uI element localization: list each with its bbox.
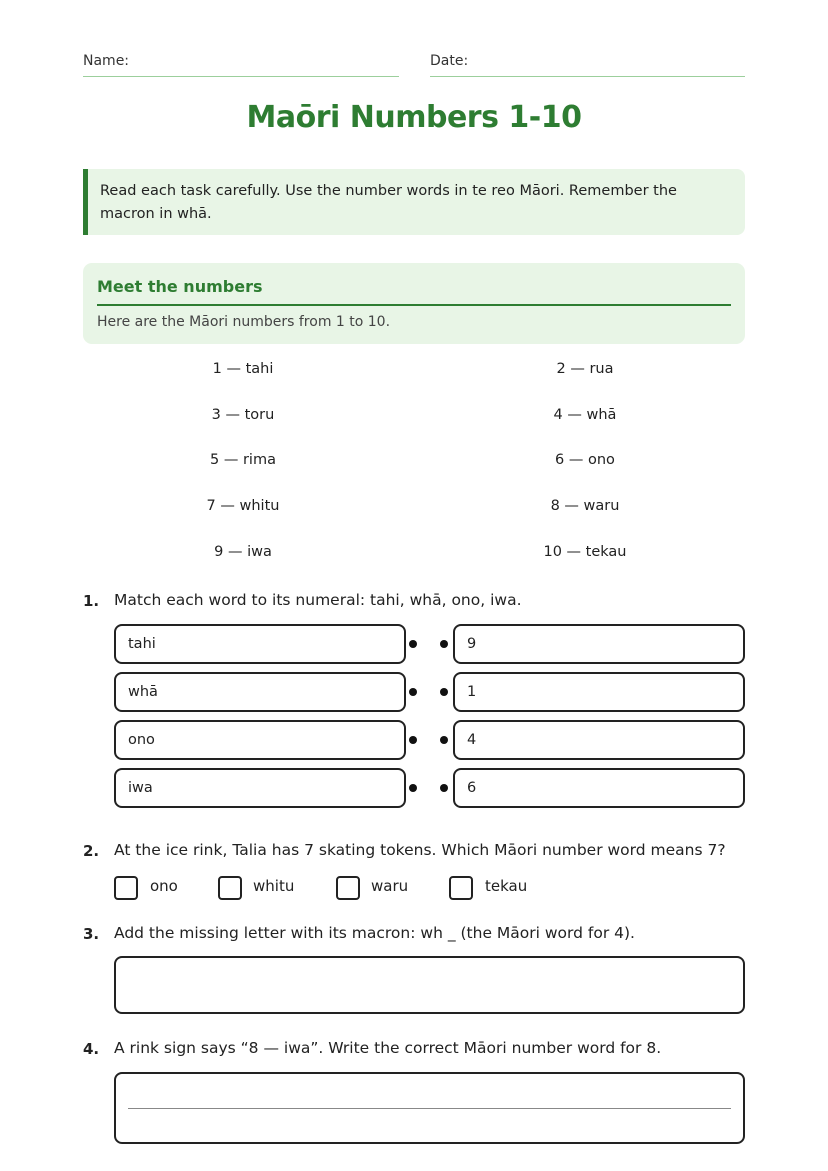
name-line[interactable] (83, 76, 399, 77)
date-label: Date: (430, 53, 469, 69)
answer-writing-line (128, 1108, 731, 1109)
answer-box-q3[interactable] (114, 956, 745, 1014)
match-word-tahi[interactable]: tahi (114, 624, 406, 664)
match-dot-left[interactable] (409, 784, 417, 792)
question-1-number: 1. (83, 592, 100, 610)
option-label-whitu: whitu (253, 877, 295, 895)
number-pair: 6 — ono (555, 452, 615, 468)
option-label-waru: waru (371, 877, 409, 895)
date-line[interactable] (430, 76, 745, 77)
match-word-iwa[interactable]: iwa (114, 768, 406, 808)
match-dot-left[interactable] (409, 736, 417, 744)
number-pair: 1 — tahi (212, 361, 274, 377)
match-dot-right[interactable] (440, 640, 448, 648)
instructions-box (83, 169, 745, 235)
answer-box-q4[interactable] (114, 1072, 745, 1144)
match-numeral[interactable]: 4 (453, 720, 745, 760)
match-numeral[interactable]: 9 (453, 624, 745, 664)
match-numeral[interactable]: 6 (453, 768, 745, 808)
match-dot-right[interactable] (440, 736, 448, 744)
option-checkbox-ono[interactable] (114, 876, 138, 900)
meet-the-numbers-box (83, 263, 745, 344)
number-pair: 4 — whā (553, 407, 617, 423)
name-label: Name: (83, 53, 130, 69)
number-pair: 8 — waru (550, 498, 620, 514)
question-4-text: A rink sign says “8 — iwa”. Write the correct Māori number word for 8. (114, 1039, 662, 1057)
question-4-number: 4. (83, 1040, 100, 1058)
match-numeral[interactable]: 1 (453, 672, 745, 712)
meet-subtitle: Here are the Māori numbers from 1 to 10. (97, 314, 391, 330)
question-2-number: 2. (83, 842, 100, 860)
number-pair: 5 — rima (210, 452, 276, 468)
match-dot-left[interactable] (409, 640, 417, 648)
instructions-text: Read each task carefully. Use the number words in te reo Māori. Remember the macron in whā. (100, 183, 677, 222)
option-label-tekau: tekau (485, 877, 528, 895)
number-pair: 10 — tekau (543, 544, 627, 560)
question-2-text: At the ice rink, Talia has 7 skating tokens. Which Māori number word means 7? (114, 841, 726, 859)
match-dot-left[interactable] (409, 688, 417, 696)
question-3-text: Add the missing letter with its macron: wh _ (the Māori word for 4). (114, 924, 635, 942)
option-label-ono: ono (150, 877, 178, 895)
number-pair: 7 — whitu (206, 498, 280, 514)
number-pair: 9 — iwa (214, 544, 272, 560)
match-dot-right[interactable] (440, 688, 448, 696)
option-checkbox-waru[interactable] (336, 876, 360, 900)
question-1-text: Match each word to its numeral: tahi, whā, ono, iwa. (114, 591, 522, 609)
question-3-number: 3. (83, 925, 100, 943)
meet-title: Meet the numbers (97, 277, 731, 306)
number-pair: 3 — toru (211, 407, 275, 423)
match-word-wha[interactable]: whā (114, 672, 406, 712)
page-title: Maōri Numbers 1-10 (246, 100, 582, 135)
option-checkbox-tekau[interactable] (449, 876, 473, 900)
match-word-ono[interactable]: ono (114, 720, 406, 760)
match-dot-right[interactable] (440, 784, 448, 792)
option-checkbox-whitu[interactable] (218, 876, 242, 900)
number-pair: 2 — rua (556, 361, 614, 377)
